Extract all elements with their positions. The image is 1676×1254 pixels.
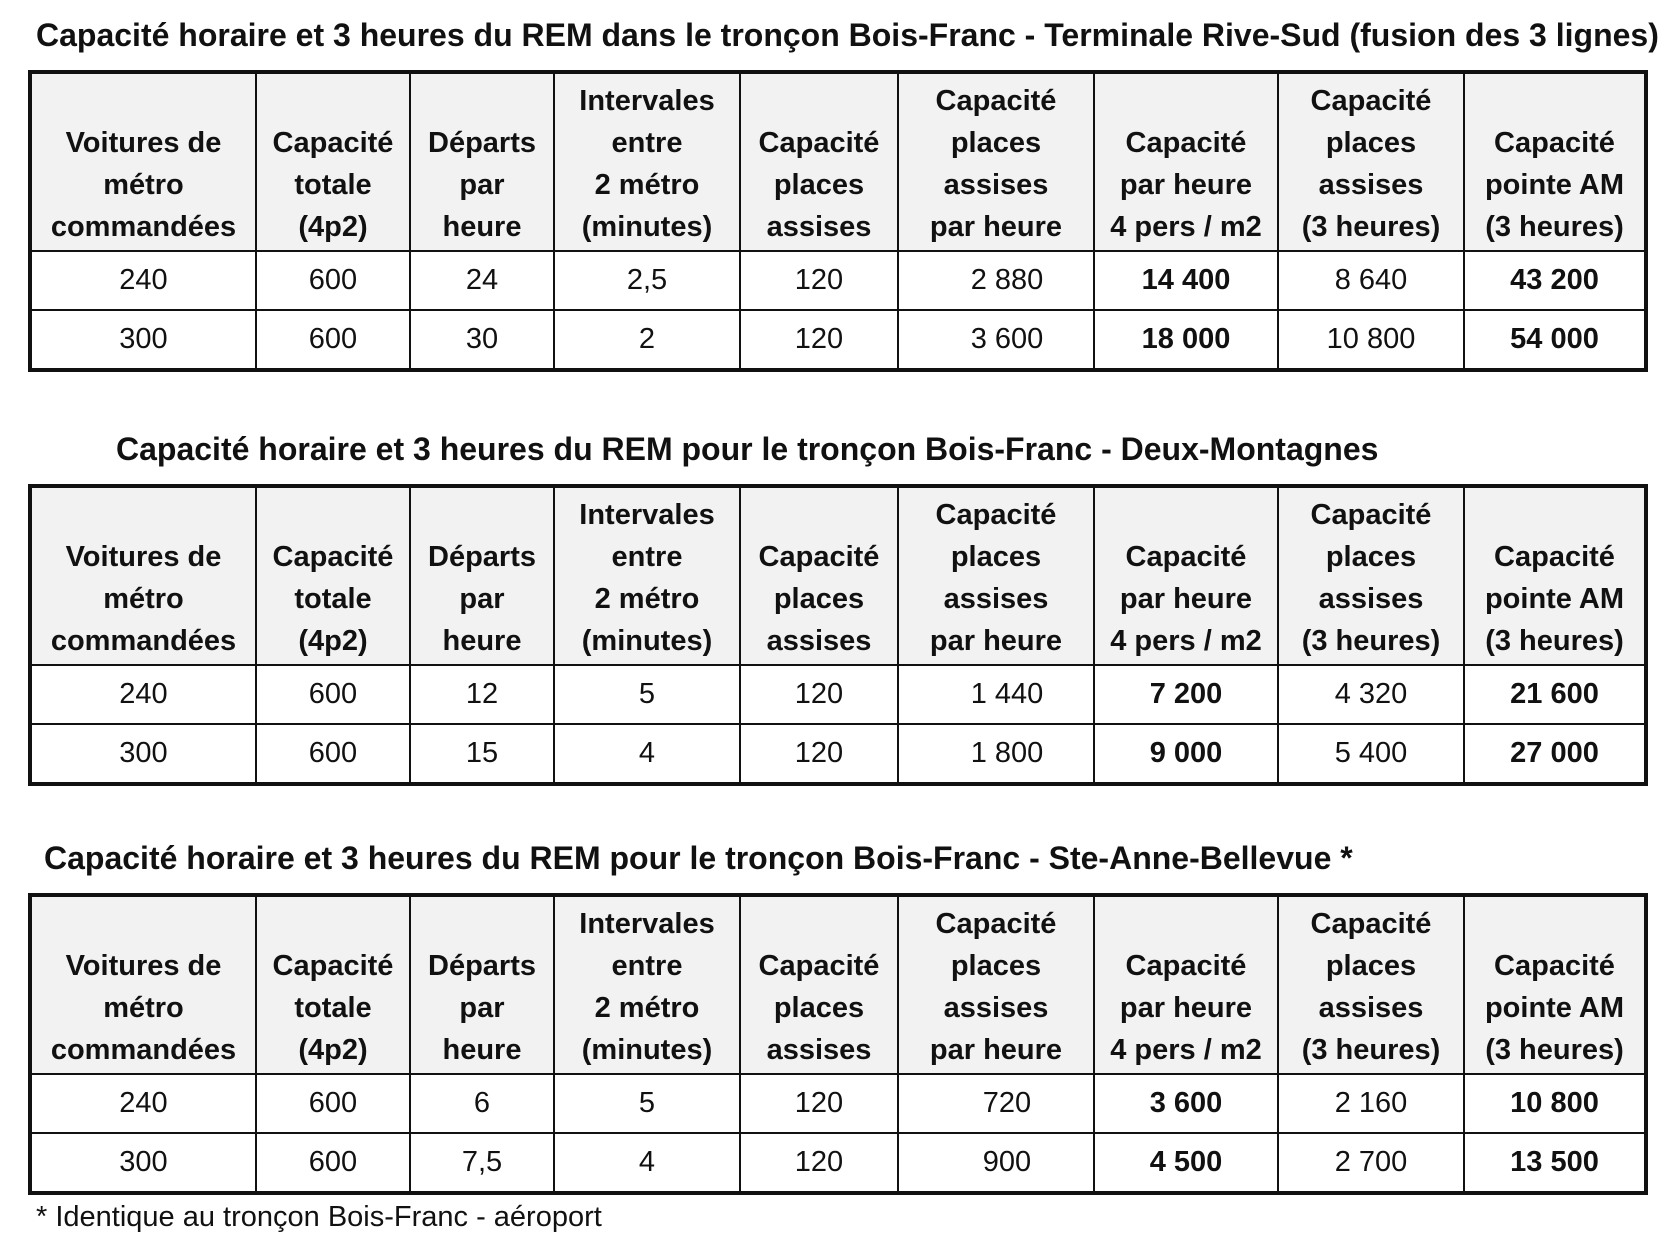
column-header: Capacité places assises (3 heures)	[1278, 486, 1464, 665]
column-header: Capacité places assises	[740, 72, 898, 251]
table-cell: 600	[256, 724, 410, 784]
table-cell: 600	[256, 251, 410, 310]
column-header: Capacité places assises par heure	[898, 895, 1094, 1074]
table-cell: 240	[30, 251, 256, 310]
column-header: Voitures de métro commandées	[30, 486, 256, 665]
table-cell: 3 600	[898, 310, 1094, 370]
column-header: Capacité places assises	[740, 486, 898, 665]
header-row	[30, 486, 1646, 665]
table-cell: 4 500	[1094, 1133, 1278, 1193]
column-header: Capacité totale (4p2)	[256, 486, 410, 665]
table-row	[30, 724, 1646, 784]
column-header: Capacité pointe AM (3 heures)	[1464, 72, 1646, 251]
table-cell: 300	[30, 724, 256, 784]
table-cell: 15	[410, 724, 554, 784]
table-cell: 720	[898, 1074, 1094, 1133]
table-cell: 8 640	[1278, 251, 1464, 310]
table-cell: 13 500	[1464, 1133, 1646, 1193]
table-cell: 2,5	[554, 251, 740, 310]
table-cell: 27 000	[1464, 724, 1646, 784]
table-cell: 600	[256, 1133, 410, 1193]
table-row	[30, 1074, 1646, 1133]
header-row	[30, 895, 1646, 1074]
column-header: Capacité places assises	[740, 895, 898, 1074]
table-cell: 120	[740, 1074, 898, 1133]
table-row	[30, 310, 1646, 370]
table-cell: 10 800	[1278, 310, 1464, 370]
table-cell: 18 000	[1094, 310, 1278, 370]
column-header: Capacité par heure 4 pers / m2	[1094, 72, 1278, 251]
capacity-table-2	[28, 484, 1648, 786]
column-header: Départs par heure	[410, 72, 554, 251]
table-cell: 4	[554, 724, 740, 784]
table-cell: 6	[410, 1074, 554, 1133]
table-cell: 4 320	[1278, 665, 1464, 724]
table-cell: 120	[740, 665, 898, 724]
column-header: Capacité totale (4p2)	[256, 895, 410, 1074]
column-header: Capacité places assises (3 heures)	[1278, 895, 1464, 1074]
column-header: Intervales entre 2 métro (minutes)	[554, 72, 740, 251]
column-header: Voitures de métro commandées	[30, 72, 256, 251]
table-cell: 7 200	[1094, 665, 1278, 724]
table-cell: 2 160	[1278, 1074, 1464, 1133]
table-2-title: Capacité horaire et 3 heures du REM pour le tronçon Bois-Franc - Deux-Montagnes	[116, 431, 1379, 467]
column-header: Capacité places assises par heure	[898, 486, 1094, 665]
capacity-table-1	[28, 70, 1648, 372]
table-cell: 1 800	[898, 724, 1094, 784]
table-cell: 12	[410, 665, 554, 724]
table-cell: 7,5	[410, 1133, 554, 1193]
header-row	[30, 72, 1646, 251]
table-cell: 120	[740, 1133, 898, 1193]
table-cell: 120	[740, 251, 898, 310]
table-cell: 240	[30, 665, 256, 724]
table-cell: 240	[30, 1074, 256, 1133]
table-cell: 1 440	[898, 665, 1094, 724]
table-cell: 43 200	[1464, 251, 1646, 310]
table-row	[30, 665, 1646, 724]
column-header: Capacité pointe AM (3 heures)	[1464, 895, 1646, 1074]
table-cell: 4	[554, 1133, 740, 1193]
table-3-title: Capacité horaire et 3 heures du REM pour le tronçon Bois-Franc - Ste-Anne-Bellevue *	[44, 840, 1353, 876]
table-cell: 3 600	[1094, 1074, 1278, 1133]
table-1-title: Capacité horaire et 3 heures du REM dans le tronçon Bois-Franc - Terminale Rive-Sud (fusion des 3 lignes)	[36, 17, 1659, 53]
table-cell: 120	[740, 724, 898, 784]
footnote: * Identique au tronçon Bois-Franc - aéroport	[36, 1201, 602, 1233]
table-cell: 300	[30, 310, 256, 370]
table-cell: 2 880	[898, 251, 1094, 310]
column-header: Capacité places assises (3 heures)	[1278, 72, 1464, 251]
table-cell: 9 000	[1094, 724, 1278, 784]
table-cell: 600	[256, 665, 410, 724]
table-cell: 600	[256, 310, 410, 370]
column-header: Départs par heure	[410, 895, 554, 1074]
table-cell: 2	[554, 310, 740, 370]
table-cell: 30	[410, 310, 554, 370]
table-cell: 14 400	[1094, 251, 1278, 310]
table-cell: 600	[256, 1074, 410, 1133]
table-cell: 21 600	[1464, 665, 1646, 724]
table-cell: 120	[740, 310, 898, 370]
table-cell: 2 700	[1278, 1133, 1464, 1193]
column-header: Capacité par heure 4 pers / m2	[1094, 895, 1278, 1074]
table-cell: 24	[410, 251, 554, 310]
table-row	[30, 251, 1646, 310]
column-header: Intervales entre 2 métro (minutes)	[554, 486, 740, 665]
column-header: Voitures de métro commandées	[30, 895, 256, 1074]
column-header: Capacité par heure 4 pers / m2	[1094, 486, 1278, 665]
column-header: Capacité totale (4p2)	[256, 72, 410, 251]
table-cell: 300	[30, 1133, 256, 1193]
column-header: Départs par heure	[410, 486, 554, 665]
table-row	[30, 1133, 1646, 1193]
table-cell: 5	[554, 665, 740, 724]
column-header: Intervales entre 2 métro (minutes)	[554, 895, 740, 1074]
column-header: Capacité pointe AM (3 heures)	[1464, 486, 1646, 665]
table-cell: 10 800	[1464, 1074, 1646, 1133]
table-cell: 5	[554, 1074, 740, 1133]
table-cell: 54 000	[1464, 310, 1646, 370]
column-header: Capacité places assises par heure	[898, 72, 1094, 251]
table-cell: 900	[898, 1133, 1094, 1193]
capacity-table-3	[28, 893, 1648, 1195]
table-cell: 5 400	[1278, 724, 1464, 784]
